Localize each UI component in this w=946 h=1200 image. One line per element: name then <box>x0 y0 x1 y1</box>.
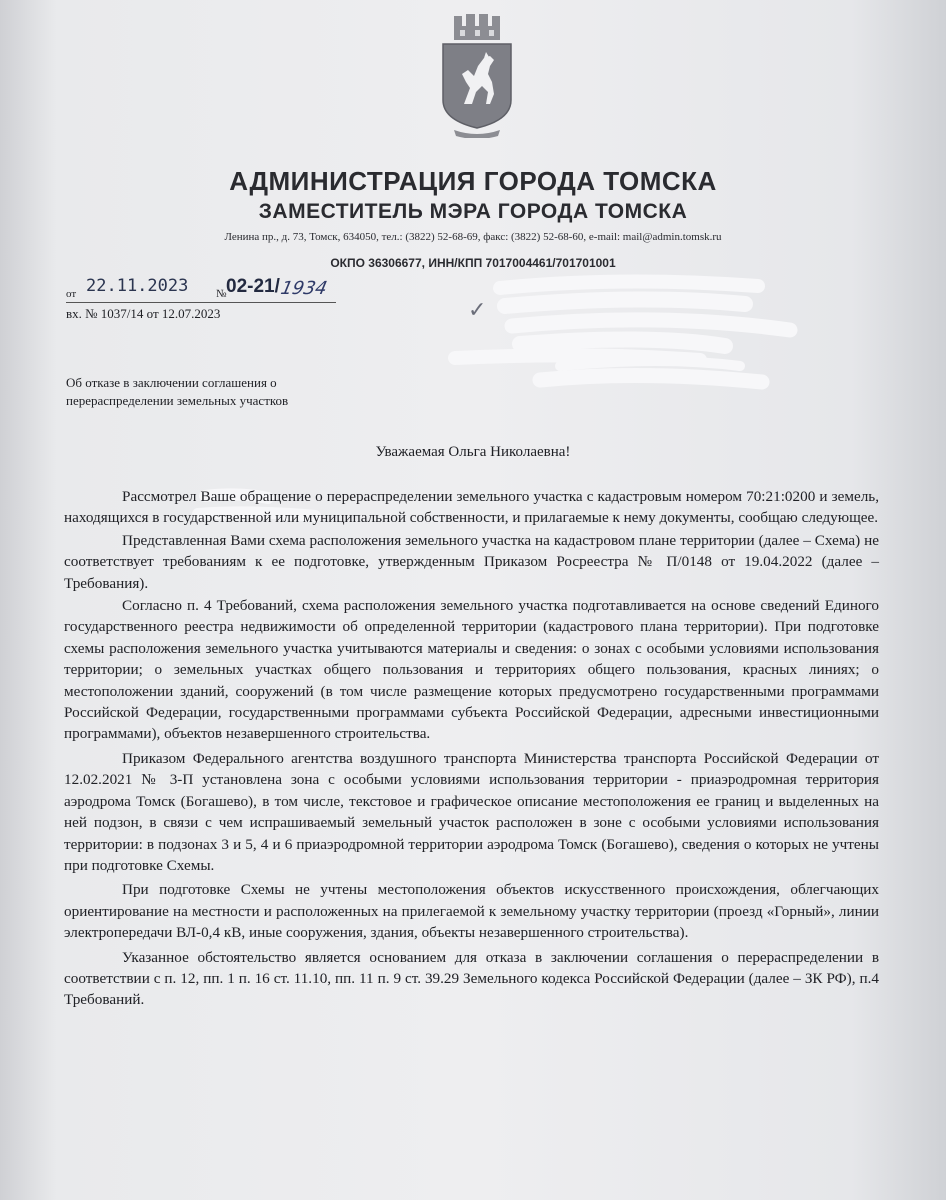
body-paragraph-2: Представленная Вами схема расположения земельного участка на кадастровом плане территории (далее – Схема) не соответствует требованиям к ее подготовке, утвержденным Приказом Росреестра № П/0148 от 19.04.2022 (далее – Требования). <box>64 531 879 592</box>
salutation: Уважаемая Ольга Николаевна! <box>375 444 571 460</box>
body-paragraph-3: Согласно п. 4 Требований, схема расположения земельного участка подготавливается на основе сведений Единого государственного реестра недвижимости об определенной территории (кадастрового плана территории). При подготовке схемы расположения земельного участка учитываются материалы и сведения: о зонах с особыми условиями использования территории; о земельных участках общего пользования и территориях общего пользования, красных линиях; о местоположении зданий, сооружений (в том числе размещение которых предусмотрено государственными программами Российской Федерации, государственными программами субъекта Российской Федерации, адресными инвестиционными программами), объектов незавершенного строительства. <box>64 597 879 743</box>
registration-date: 22.11.2023 <box>86 276 189 296</box>
number-label: № <box>216 288 227 300</box>
body-paragraph-5: При подготовке Схемы не учтены местоположения объектов искусственного происхождения, облегчающих ориентирование на местности и расположенных на прилегаемой к земельному участку территории (проезд «Горный», линии электропередачи ВЛ-0,4 кВ, иные сооружения, здания, объекты незавершенного строительства). <box>64 881 879 942</box>
date-label: от <box>66 288 77 300</box>
registration-line <box>66 276 336 303</box>
tomsk-coat-of-arms-icon <box>440 12 514 138</box>
incoming-reference: вх. № 1037/14 от 12.07.2023 <box>66 306 221 321</box>
registration-number: 02-21/ <box>226 276 280 297</box>
letterhead-codes: ОКПО 36306677, ИНН/КПП 7017004461/701701001 <box>330 256 616 270</box>
letterhead-subtitle: ЗАМЕСТИТЕЛЬ МЭРА ГОРОДА ТОМСКА <box>258 200 688 223</box>
body-paragraph-4: Приказом Федерального агентства воздушного транспорта Министерства транспорта Российской Федерации от 12.02.2021 № 3-П установлена зона с особыми условиями использования территории - приаэродромная территория аэродрома Томск (Богашево), в том числе, текстовое и графическое описание местоположения ее границ и выделенных на ней подзон, в связи с чем испрашиваемый земельный участок расположен в зоне с особыми условиями использования территории: в подзонах 3 и 5, 4 и 6 приаэродромной территории аэродрома Томск (Богашево), сведения о которых не учтены при подготовке Схемы. <box>64 749 879 874</box>
checkmark-icon: ✓ <box>468 298 487 323</box>
body-paragraph-1: Рассмотрел Ваше обращение о перераспределении земельного участка с кадастровым номером 70:21:0200 и земель, находящихся в государственной или муниципальной собственности, и прилагаемые к нему документы, сообщаю следующее. <box>64 488 879 527</box>
letterhead-address: Ленина пр., д. 73, Томск, 634050, тел.: (3822) 52-68-69, факс: (3822) 52-68-60, e-mail: mail@admin.tomsk.ru <box>224 231 722 243</box>
registration-number-handwritten: 1934 <box>278 278 330 299</box>
letter-body <box>64 486 879 1012</box>
letterhead-title: АДМИНИСТРАЦИЯ ГОРОДА ТОМСКА <box>229 166 717 196</box>
recipient-fragment: ск 634029 <box>515 348 570 363</box>
body-paragraph-6: Указанное обстоятельство является основанием для отказа в заключении соглашения о перераспределении в соответствии с п. 12, пп. 1 п. 16 ст. 11.10, пп. 11 п. 9 ст. 39.29 Земельного кодекса Российской Федерации (далее – ЗК РФ), п.4 Требований. <box>64 948 879 1009</box>
letter-subject: Об отказе в заключении соглашения о перераспределении земельных участков <box>66 375 289 408</box>
